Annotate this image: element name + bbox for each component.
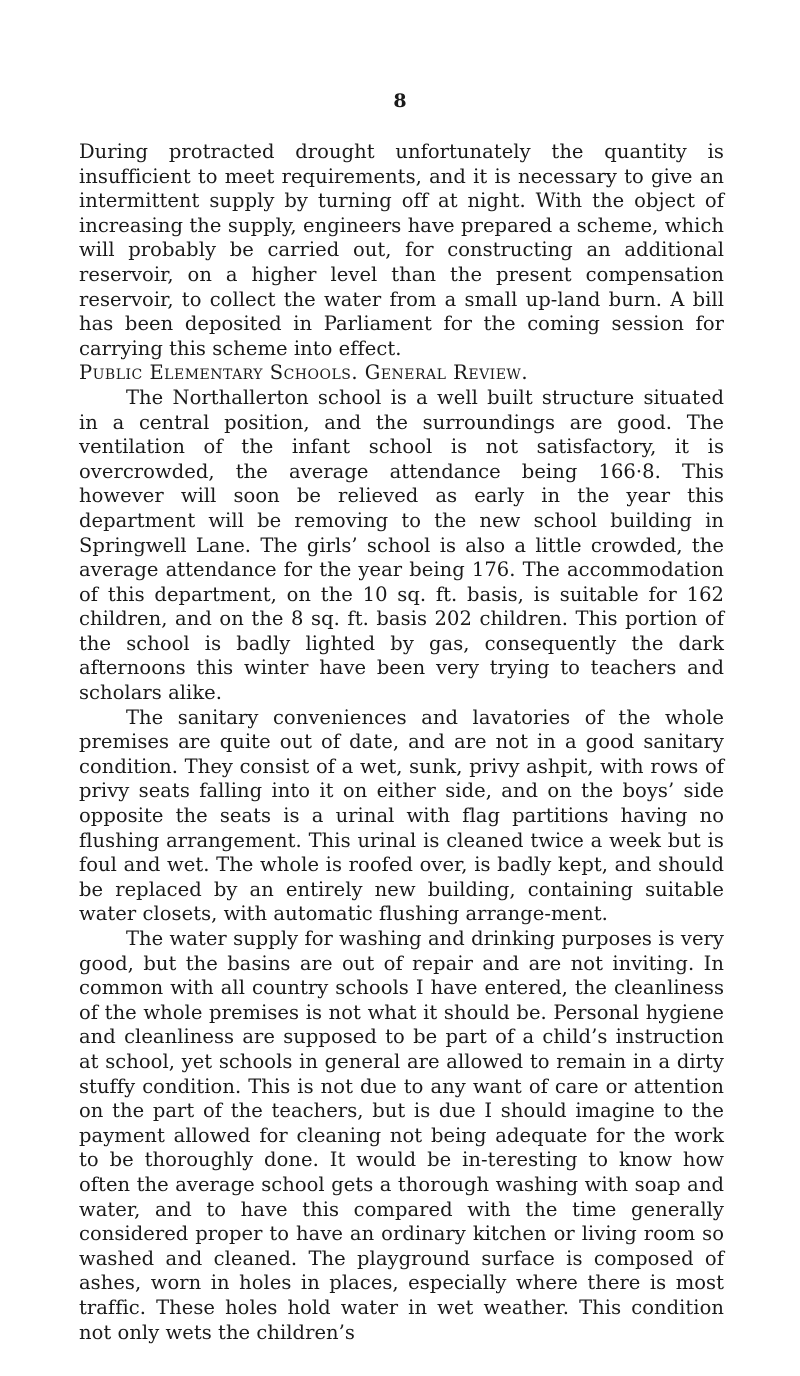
paragraph-sanitary-conveniences: The sanitary conveniences and lavatories of the whole premises are quite out of date, and are not in a good sanitary condition. They consist of a wet, sunk, privy ashpit, with rows of privy seats falling into it on either side, and on the boys’ side opposite the seats is a urinal with flag partitions having no flushing arrangement. This urinal is cleaned twice a week but is foul and wet. The whole is roofed over, is badly kept, and should be replaced by an entirely new building, containing suitable water closets, with automatic flushing arrange-ment. <box>79 705 724 926</box>
body-text <box>79 140 724 1345</box>
paragraph-water-cleanliness: The water supply for washing and drinking purposes is very good, but the basins are out of repair and are not inviting. In common with all country schools I have entered, the cleanliness of the whole premises is not what it should be. Personal hygiene and cleanliness are supposed to be part of a child’s instruction at school, yet schools in general are allowed to remain in a dirty stuffy condition. This is not due to any want of care or attention on the part of the teachers, but is due I should imagine to the payment allowed for cleaning not being adequate for the work to be thoroughly done. It would be in-teresting to know how often the average school gets a thorough washing with soap and water, and to have this compared with the time generally considered proper to have an ordinary kitchen or living room so washed and cleaned. The playground surface is composed of ashes, worn in holes in places, especially where there is most traffic. These holes hold water in wet weather. This condition not only wets the children’s <box>79 927 724 1344</box>
page-number: 8 <box>393 90 407 112</box>
paragraph-northallerton-school: The Northallerton school is a well built structure situated in a central position, and the surroundings are good. The ventilation of the infant school is not satisfactory, it is overcrowded, the average attendance being 166·8. This however will soon be relieved as early in the year this department will be removing to the new school building in Springwell Lane. The girls’ school is also a little crowded, the average attendance for the year being 176. The accommodation of this department, on the 10 sq. ft. basis, is suitable for 162 children, and on the 8 sq. ft. basis 202 children. This portion of the school is badly lighted by gas, consequently the dark afternoons this winter have been very trying to teachers and scholars alike. <box>79 385 724 705</box>
paragraph-water-supply: During protracted drought unfortunately the quantity is insufficient to meet requirements, and it is necessary to give an intermittent supply by turning off at night. With the object of increasing the supply, engineers have prepared a scheme, which will probably be carried out, for constructing an additional reservoir, on a higher level than the present compensation reservoir, to collect the water from a small up-land burn. A bill has been deposited in Parliament for the coming session for carrying this scheme into effect. <box>79 140 724 360</box>
section-heading: Public Elementary Schools. General Review. <box>79 361 529 385</box>
